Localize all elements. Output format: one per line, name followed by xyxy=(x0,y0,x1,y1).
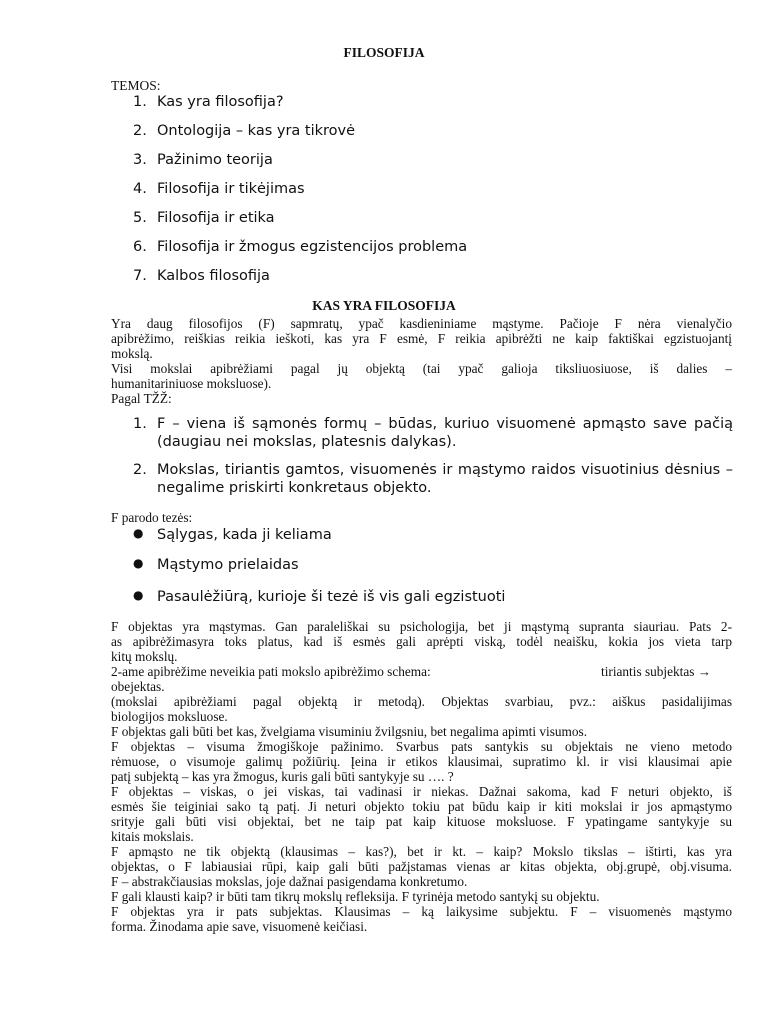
text-line: mokslą. xyxy=(111,346,153,361)
bullet-icon: ● xyxy=(133,588,144,602)
text-line: rėmuose, o visumoje galimų požiūrių. Įeina ir etikos klausimai, supratimo kl. ir visi klausimai apie xyxy=(111,754,732,769)
topic-item: 7. Kalbos filosofija xyxy=(133,268,270,284)
bullet-item: ● Mąstymo prielaidas xyxy=(133,556,299,573)
bullet-icon: ● xyxy=(133,526,144,540)
text-line: 2-ame apibrėžime neveikia pati mokslo apibrėžimo schema: xyxy=(111,664,431,679)
section-title: KAS YRA FILOSOFIJA xyxy=(312,298,456,313)
text-line: kitais mokslais. xyxy=(111,829,194,844)
topic-item: 3. Pažinimo teorija xyxy=(133,152,273,168)
schema-line xyxy=(111,664,732,679)
theses-label: F parodo tezės: xyxy=(111,510,193,525)
text-line: patį subjektą – kas yra žmogus, kuris gali būti santykyje su …. ? xyxy=(111,769,454,784)
topics-label: TEMOS: xyxy=(111,78,161,93)
document-title: FILOSOFIJA xyxy=(343,45,425,60)
text-line: apibrėžimo, reiškias reikia ieškoti, kas yra F esmė, F reikia apibrėžti ne kaip faktiškai egzistuojantį xyxy=(111,331,732,346)
text-line: biologijos moksluose. xyxy=(111,709,228,724)
text-line: objektas, o F labiausiai rūpi, kaip gali būti pažįstamas vienas ar kitas objekta, obj.grupė, obj.visuma. xyxy=(111,859,732,874)
intro-paragraph xyxy=(111,316,732,406)
topic-item: 6. Filosofija ir žmogus egzistencijos problema xyxy=(133,239,468,255)
text-line: F gali klausti kaip? ir būti tam tikrų mokslų refleksija. F tyrinėja metodo santykį su objektu. xyxy=(111,889,600,904)
bullet-item: ● Sąlygas, kada ji keliama xyxy=(133,526,332,543)
topic-item: 4. Filosofija ir tikėjimas xyxy=(133,181,305,197)
text-line: Visi mokslai apibrėžiami pagal jų objektą (tai ypač galioja tiksliuosiuose, iš dalies – xyxy=(111,361,732,376)
topic-item: 5. Filosofija ir etika xyxy=(133,210,275,226)
bullet-icon: ● xyxy=(133,556,144,570)
body-text xyxy=(111,619,732,934)
text-line: F objektas yra ir pats subjektas. Klausimas – ką laikysime subjektu. F – visuomenės mąstymo xyxy=(111,904,732,919)
text-line: F objektas – visuma žmogiškoje pažinimo. Svarbus pats santykis su objektais ne vieno metodo xyxy=(111,739,732,754)
text-line: F – abstrakčiausias mokslas, joje dažnai pasigendama konkretumo. xyxy=(111,874,468,889)
text-line: Pagal TŽŽ: xyxy=(111,391,172,406)
topic-item: 1. Kas yra filosofija? xyxy=(133,94,284,110)
text-line: Yra daug filosofijos (F) sapmratų, ypač kasdieniniame mąstyme. Pačioje F nėra vienalyčio xyxy=(111,316,732,331)
text-line: kitų mokslų. xyxy=(111,649,178,664)
text-line: obejektas. xyxy=(111,679,165,694)
text-line: F apmąsto ne tik objektą (klausimas – kas?), bet ir kt. – kaip? Mokslo tikslas – ištirti, kas yra xyxy=(111,844,732,859)
definition-item: 1. F – viena iš sąmonės formų – būdas, kuriuo visuomenė apmąsto save pačią (daugiau nei mokslas, platesnis dalykas). xyxy=(133,416,733,450)
text-line: F objektas gali būti bet kas, žvelgiama visuminiu žvilgsniu, bet negalima apimti visumos. xyxy=(111,724,588,739)
text-line: F objektas yra mąstymas. Gan paraleliškai su psichologija, bet ji mąstymą supranta siauriau. Pats 2- xyxy=(111,619,732,634)
text-line: esmės šie teiginiai sako tą patį. Ji neturi objekto tokiu pat būdu kaip ir kiti mokslai ir jos apmąstymo xyxy=(111,799,732,814)
topic-item: 2. Ontologija – kas yra tikrovė xyxy=(133,123,356,139)
text-line: as apibrėžimasyra toks platus, kad iš esmės gali aprėpti viską, todėl neaišku, kokia jos vieta tarp xyxy=(111,634,732,649)
bullet-item: ● Pasaulėžiūrą, kurioje ši tezė iš vis gali egzistuoti xyxy=(133,588,506,605)
text-line: forma. Žinodama apie save, visuomenė keičiasi. xyxy=(111,919,368,934)
text-line: srityje gali būti visi objektai, bet ne taip pat kaip kituose moksluose. F ypatingame santykyje su xyxy=(111,814,732,829)
text-line: (mokslai apibrėžiami pagal objektą ir metodą). Objektas svarbiau, pvz.: aiškus pasidalijimas xyxy=(111,694,732,709)
schema-subject-arrow: tiriantis subjektas → xyxy=(601,664,712,679)
definition-item: 2. Mokslas, tiriantis gamtos, visuomenės ir mąstymo raidos visuotinius dėsnius – negalime priskirti konkretaus objekto. xyxy=(133,462,733,496)
text-line: humanitariniuose moksluose). xyxy=(111,376,272,391)
text-line: F objektas – viskas, o jei viskas, tai vadinasi ir niekas. Dažnai sakoma, kad F neturi objekto, iš xyxy=(111,784,732,799)
